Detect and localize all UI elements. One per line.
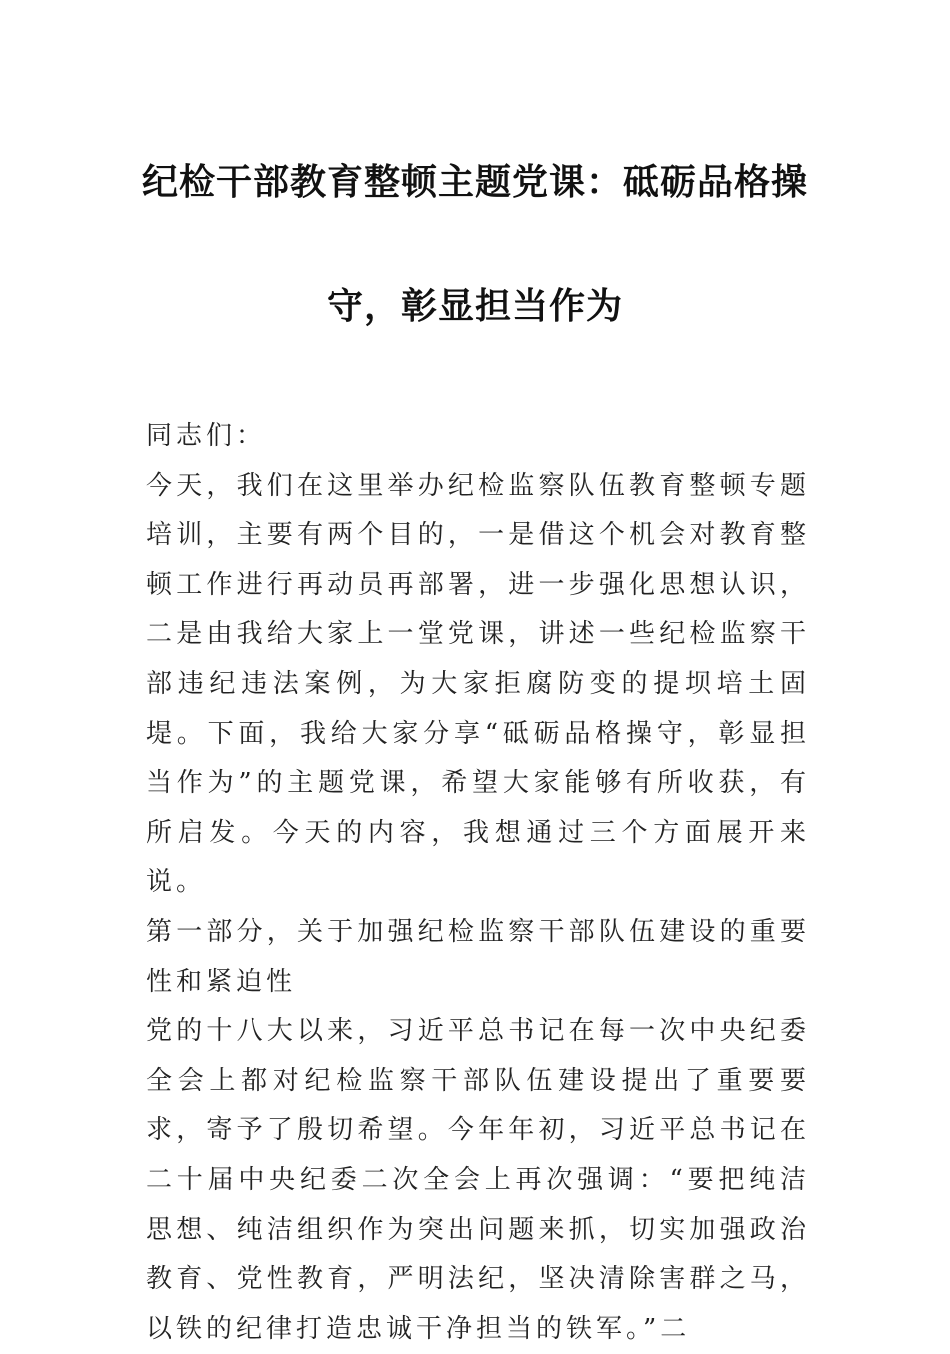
document-body [146,412,810,1354]
section-heading-part-one: 第一部分，关于加强纪检监察干部队伍建设的重要性和紧迫性 [146,916,810,997]
salutation: 同志们： [146,421,267,451]
paragraph-intro: 今天，我们在这里举办纪检监察队伍教育整顿专题培训，主要有两个目的，一是借这个机会对教育整顿工作进行再动员再部署，进一步强化思想认识，二是由我给大家上一堂党课，讲述一些纪检监察干部违纪违法案例，为大家拒腐防变的提坝培土固堤。下面，我给大家分享“砥砺品格操守，彰显担当作为”的主题党课，希望大家能够有所收获，有所启发。今天的内容，我想通过三个方面展开来说。 [146,470,810,898]
document-title-line-1: 纪检干部教育整顿主题党课：砥砺品格操 [141,161,808,203]
paragraph-part-one: 党的十八大以来，习近平总书记在每一次中央纪委全会上都对纪检监察干部队伍建设提出了重要要求，寄予了殷切希望。今年年初，习近平总书记在二十届中央纪委二次全会上再次强调：“要把纯洁思想、纯洁组织作为突出问题来抓，切实加强政治教育、党性教育，严明法纪，坚决清除害群之马，以铁的纪律打造忠诚干净担当的铁军。”二 [146,1016,810,1344]
document-title-line-2: 守，彰显担当作为 [326,285,623,327]
